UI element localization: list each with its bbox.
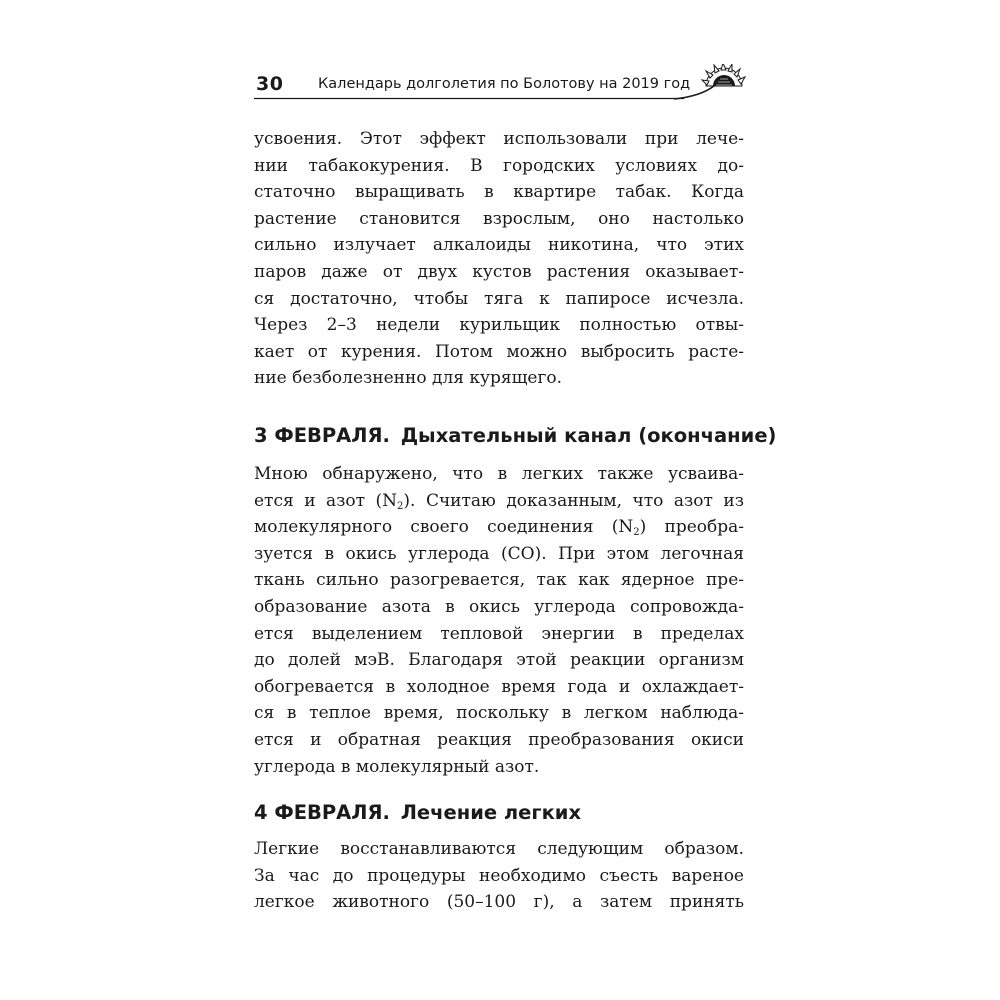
feb3-paragraph <box>254 461 744 780</box>
heading-date: 4 ФЕВРАЛЯ. <box>254 801 390 824</box>
text-line: ся в теплое время, поскольку в легком наблюда- <box>254 703 744 724</box>
text-line: сильно излучает алкалоиды никотина, что этих <box>254 235 744 256</box>
subscript: 2 <box>397 500 404 512</box>
text-line: растение становится взрослым, оно настолько <box>254 208 744 229</box>
text-line: ется и азот $(N_2)$. Считаю доказанным, что азот из <box>254 490 744 512</box>
heading-title: Дыхательный канал (окончание) <box>400 424 777 447</box>
text-line: усвоения. Этот эффект использовали при лече- <box>254 129 744 149</box>
subscript: 2 <box>633 527 640 539</box>
text-line: углерода в молекулярный азот. <box>254 756 540 777</box>
text-line: обогревается в холодное время года и охлаждает- <box>254 676 744 697</box>
text-line: статочно выращивать в квартире табак. Когда <box>254 182 744 203</box>
text-line: зуется в окись углерода (CO). При этом легочная <box>254 543 744 564</box>
heading-title: Лечение легких <box>400 801 582 824</box>
text-line: ткань сильно разогревается, так как ядерное пре- <box>254 570 744 591</box>
text-line: ние безболезненно для курящего. <box>254 368 563 389</box>
page-number: 30 <box>256 73 284 95</box>
heading-date: 3 ФЕВРАЛЯ. <box>254 424 390 447</box>
text-line: ся достаточно, чтобы тяга к папиросе исчезла. <box>254 288 744 309</box>
text-line: кает от курения. Потом можно выбросить расте- <box>254 341 744 362</box>
text-line: Мною обнаружено, что в легких также усваива- <box>254 464 744 484</box>
text-line: нии табакокурения. В городских условиях до- <box>254 155 744 176</box>
text-line: ется и обратная реакция преобразования окиси <box>254 729 744 750</box>
intro-paragraph <box>254 126 744 392</box>
text-line: образование азота в окись углерода сопровожда- <box>254 596 744 617</box>
text-line: ется выделением тепловой энергии в пределах <box>254 623 744 644</box>
section-heading-feb4 <box>254 801 754 824</box>
running-title: Календарь долголетия по Болотову на 2019 год <box>318 76 691 92</box>
running-header <box>254 64 746 104</box>
text-line: За час до процедуры необходимо съесть вареное <box>254 865 744 886</box>
feb4-paragraph <box>254 836 744 916</box>
text-line: паров даже от двух кустов растения оказывает- <box>254 261 744 282</box>
text-line: Через 2–3 недели курильщик полностью отвы- <box>254 315 744 336</box>
text-line: до долей мэВ. Благодаря этой реакции организм <box>254 650 744 671</box>
text-line: легкое животного (50–100 г), а затем принять <box>254 892 744 913</box>
text-line: Легкие восстанавливаются следующим образом. <box>254 839 744 859</box>
section-heading-feb3 <box>254 424 777 447</box>
text-line: молекулярного своего соединения $(N_2)$ преобра- <box>254 517 744 539</box>
